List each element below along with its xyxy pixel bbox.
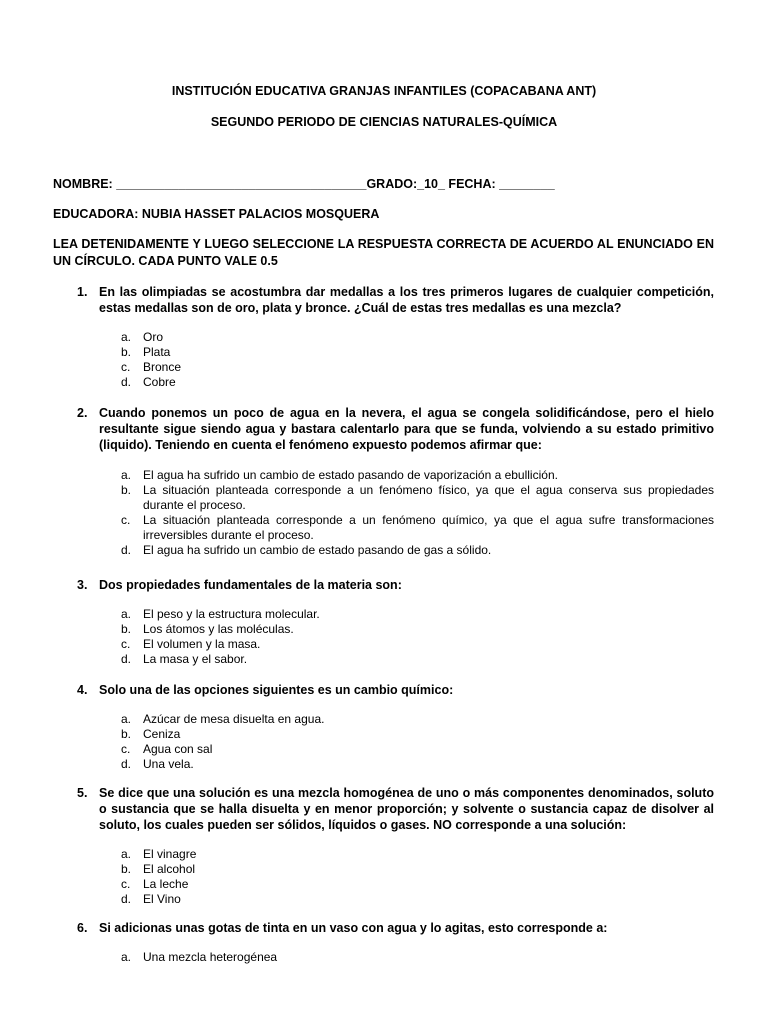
option-text: Oro: [143, 330, 164, 344]
question-text: Dos propiedades fundamentales de la materia son:: [99, 578, 402, 592]
option-text: El alcohol: [143, 862, 196, 876]
option-letter: c.: [121, 360, 131, 374]
question-number: 1.: [77, 285, 88, 299]
option-list: [53, 847, 714, 907]
option-list: [53, 607, 714, 667]
question-text: En las olimpiadas se acostumbra dar medallas a los tres primeros lugares de cualquier competición, estas medallas son de oro, plata y bronce. ¿Cuál de estas tres medallas es una mezcla?: [99, 285, 714, 315]
question-3: [53, 577, 714, 667]
option-item: [121, 483, 714, 513]
option-text: Cobre: [143, 375, 176, 389]
option-letter: d.: [121, 892, 132, 906]
option-item: [121, 757, 714, 772]
option-list: [53, 330, 714, 390]
instructions: LEA DETENIDAMENTE Y LUEGO SELECCIONE LA RESPUESTA CORRECTA DE ACUERDO AL ENUNCIADO EN UN CÍRCULO. CADA PUNTO VALE 0.5: [53, 237, 714, 268]
option-item: [121, 847, 714, 862]
option-text: Bronce: [143, 360, 182, 374]
option-letter: b.: [121, 483, 132, 497]
option-item: [121, 622, 714, 637]
student-info-line: NOMBRE: ____________________________________GRADO:_10_ FECHA: ________: [53, 177, 555, 191]
option-letter: c.: [121, 742, 131, 756]
question-number: 5.: [77, 786, 88, 800]
option-text: El volumen y la masa.: [143, 637, 261, 651]
option-item: [121, 513, 714, 543]
option-item: [121, 468, 714, 483]
question-text: Solo una de las opciones siguientes es un cambio químico:: [99, 683, 454, 697]
option-item: [121, 375, 714, 390]
option-item: [121, 330, 714, 345]
option-text: La masa y el sabor.: [143, 652, 248, 666]
question-number: 3.: [77, 578, 88, 592]
option-item: [121, 543, 714, 558]
option-letter: c.: [121, 513, 131, 527]
question-2: [53, 405, 714, 558]
option-text: Los átomos y las moléculas.: [143, 622, 294, 636]
option-letter: c.: [121, 877, 131, 891]
option-letter: a.: [121, 847, 132, 861]
option-text: Azúcar de mesa disuelta en agua.: [143, 712, 325, 726]
question-6: [53, 920, 714, 965]
option-letter: b.: [121, 345, 132, 359]
option-letter: a.: [121, 468, 132, 482]
option-item: [121, 727, 714, 742]
option-text: El agua ha sufrido un cambio de estado pasando de vaporización a ebullición.: [143, 468, 558, 482]
option-letter: b.: [121, 862, 132, 876]
option-text: La situación planteada corresponde a un fenómeno químico, ya que el agua sufre transformaciones irreversibles durante el proceso.: [143, 513, 714, 542]
option-text: Una vela.: [143, 757, 194, 771]
option-item: [121, 892, 714, 907]
option-item: [121, 652, 714, 667]
option-letter: a.: [121, 607, 132, 621]
option-letter: c.: [121, 637, 131, 651]
question-number: 6.: [77, 921, 88, 935]
option-item: [121, 607, 714, 622]
option-item: [121, 877, 714, 892]
option-text: Agua con sal: [143, 742, 213, 756]
option-text: El peso y la estructura molecular.: [143, 607, 320, 621]
option-text: Una mezcla heterogénea: [143, 950, 278, 964]
question-5: [53, 785, 714, 907]
option-item: [121, 712, 714, 727]
question-4: [53, 682, 714, 772]
option-text: Ceniza: [143, 727, 181, 741]
question-number: 2.: [77, 406, 88, 420]
question-text: Se dice que una solución es una mezcla homogénea de uno o más componentes denominados, soluto o sustancia que se halla disuelta y en menor proporción; y solvente o sustancia capaz de disolver al soluto, los cuales pueden ser sólidos, líquidos o gases. NO corresponde a una solución:: [99, 786, 714, 832]
option-item: [121, 950, 714, 965]
question-text: Si adicionas unas gotas de tinta en un vaso con agua y lo agitas, esto corresponde a:: [99, 921, 608, 935]
option-letter: b.: [121, 622, 132, 636]
option-text: La leche: [143, 877, 189, 891]
option-list: [53, 950, 714, 965]
option-item: [121, 637, 714, 652]
option-letter: d.: [121, 543, 132, 557]
option-text: El agua ha sufrido un cambio de estado pasando de gas a sólido.: [143, 543, 492, 557]
option-list: [53, 712, 714, 772]
option-text: El Vino: [143, 892, 181, 906]
question-number: 4.: [77, 683, 88, 697]
option-letter: d.: [121, 652, 132, 666]
option-letter: a.: [121, 330, 132, 344]
option-text: La situación planteada corresponde a un fenómeno físico, ya que el agua conserva sus propiedades durante el proceso.: [143, 483, 714, 512]
option-letter: b.: [121, 727, 132, 741]
option-item: [121, 360, 714, 375]
option-item: [121, 862, 714, 877]
educator-line: EDUCADORA: NUBIA HASSET PALACIOS MOSQUERA: [53, 207, 380, 221]
option-item: [121, 742, 714, 757]
period-title: SEGUNDO PERIODO DE CIENCIAS NATURALES-QUÍMICA: [210, 115, 558, 129]
option-text: Plata: [143, 345, 171, 359]
option-letter: d.: [121, 757, 132, 771]
option-letter: a.: [121, 712, 132, 726]
option-letter: a.: [121, 950, 132, 964]
question-1: [53, 284, 714, 390]
option-letter: d.: [121, 375, 132, 389]
option-list: [53, 468, 714, 558]
option-text: El vinagre: [143, 847, 197, 861]
option-item: [121, 345, 714, 360]
question-text: Cuando ponemos un poco de agua en la nevera, el agua se congela solidificándose, pero el hielo resultante sigue siendo agua y bastara calentarlo para que se funda, volviendo a su estado primitivo (liquido). Teniendo en cuenta el fenómeno expuesto podemos afirmar que:: [99, 406, 714, 452]
institution-title: INSTITUCIÓN EDUCATIVA GRANJAS INFANTILES (COPACABANA ANT): [171, 84, 597, 98]
